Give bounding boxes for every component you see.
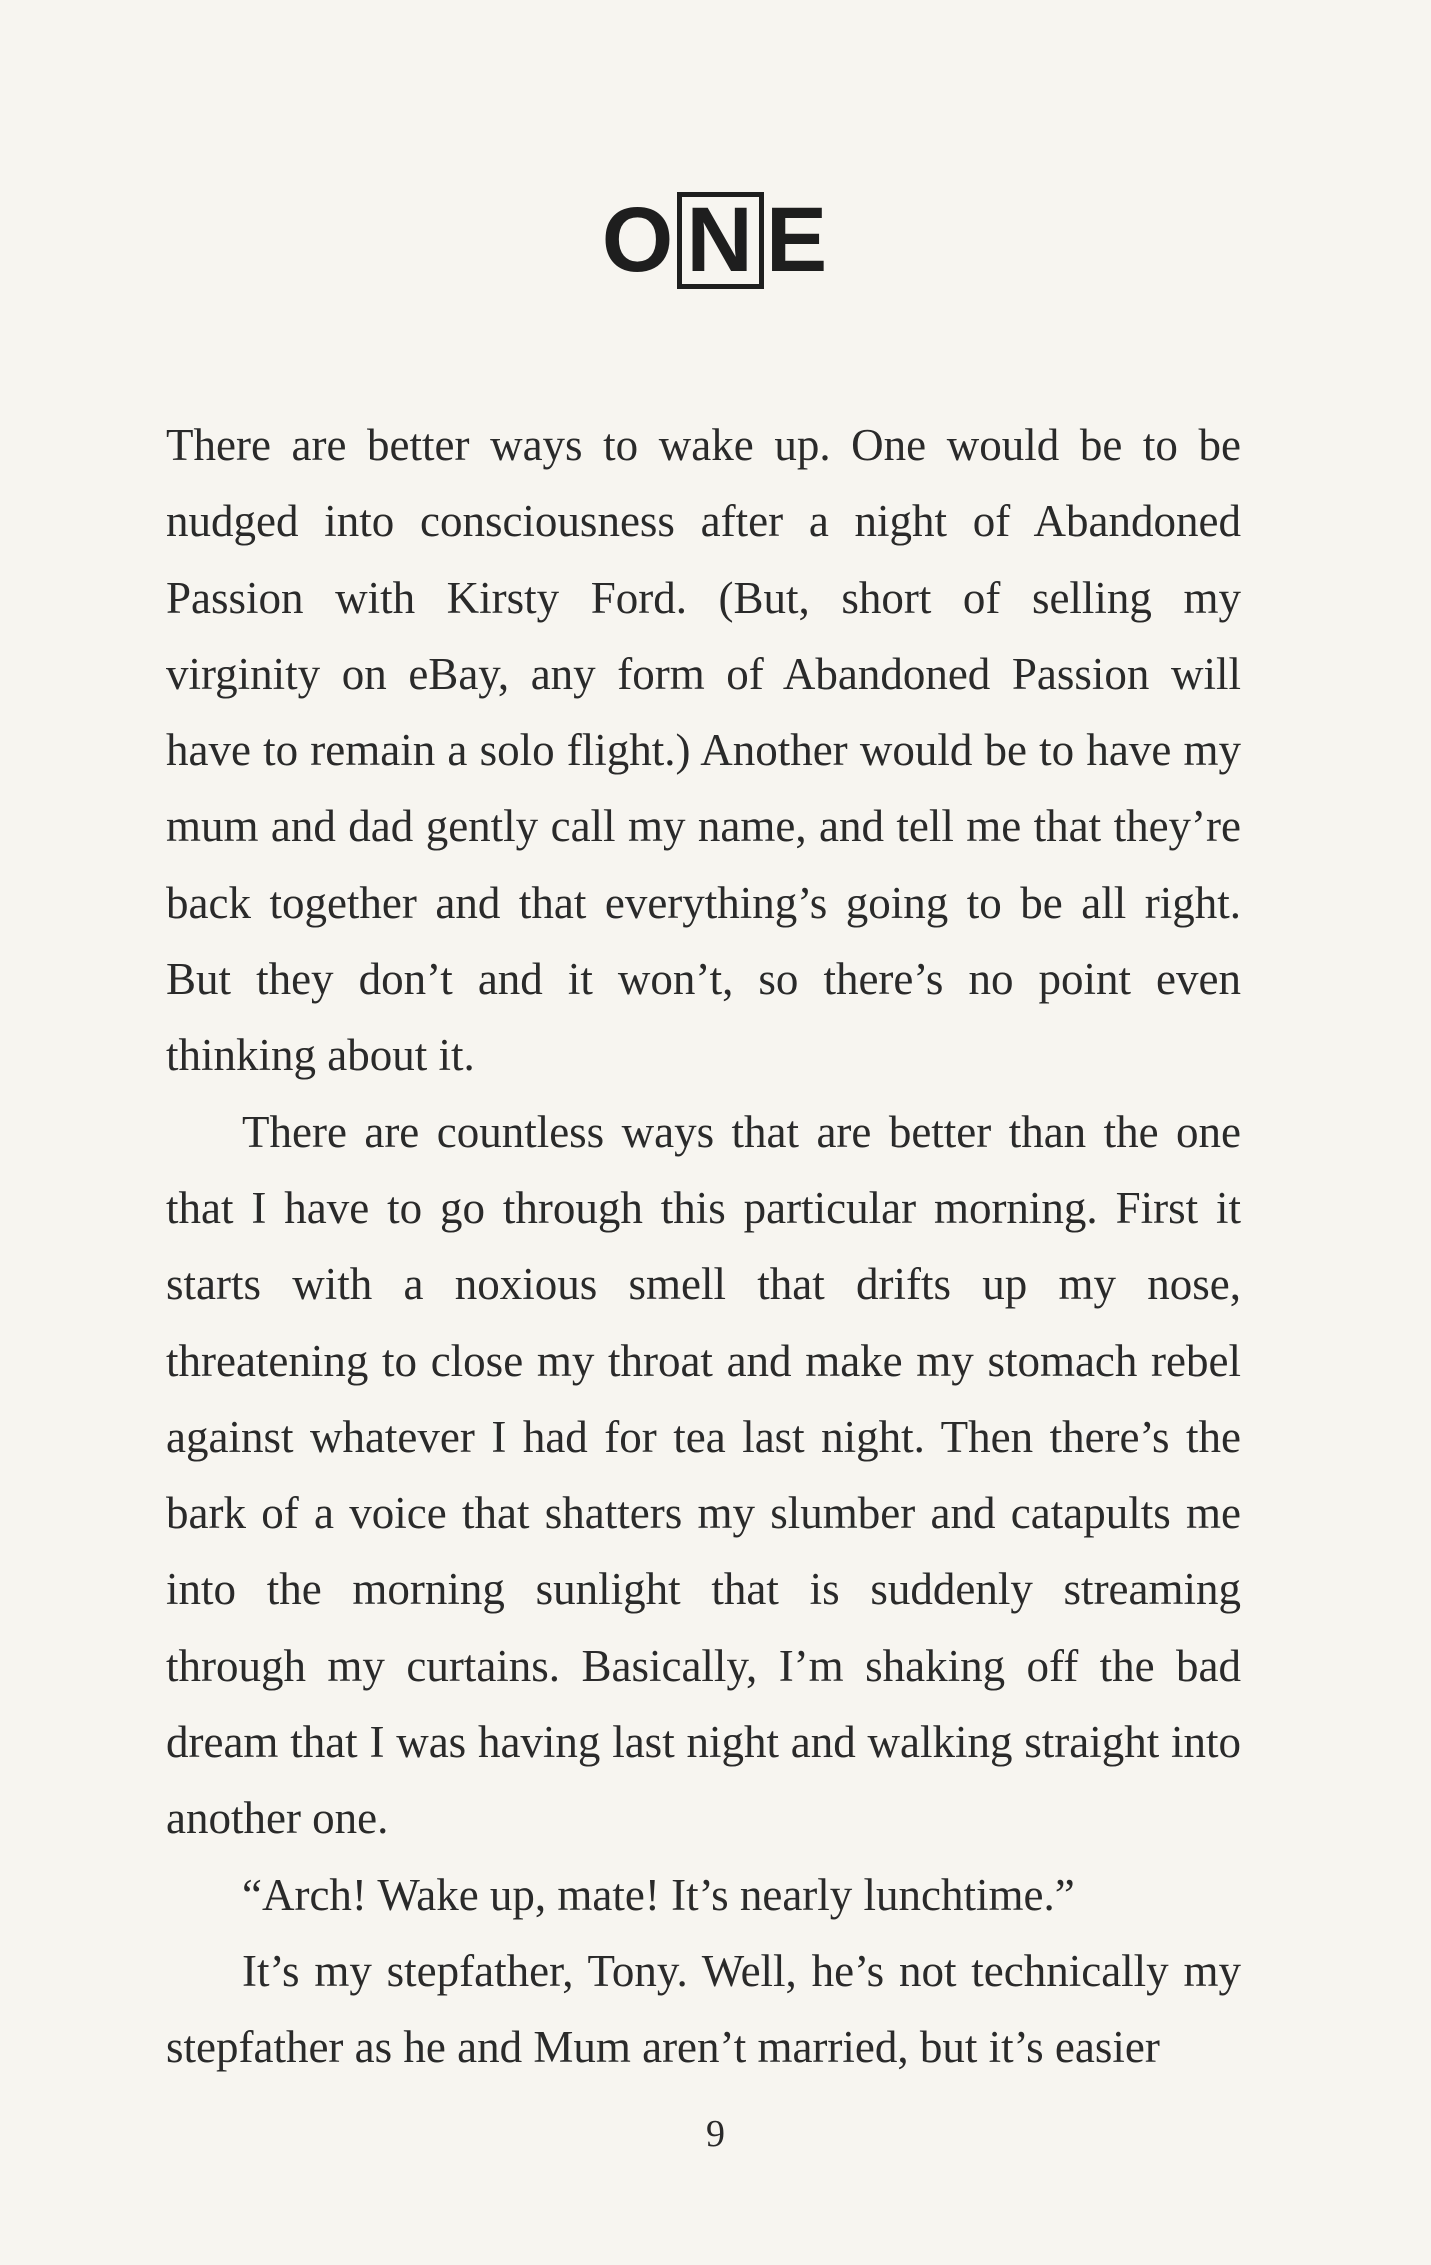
chapter-title [0,189,1431,291]
chapter-title-letter-o: O [601,189,676,291]
paragraph-1: There are better ways to wake up. One would be to be nudged into consciousness after a night of Abandoned Passion with Kirsty Ford. (But, short of selling my virginity on eBay, any form of Abandoned Passion will have to remain a solo flight.) Another would be to have my mum and dad gently call my name, and tell me that they’re back together and that everything’s going to be all right. But they don’t and it won’t, so there’s no point even thinking about it. [166,420,1241,1081]
chapter-title-letter-e: E [765,189,830,291]
paragraph-4: It’s my stepfather, Tony. Well, he’s not technically my stepfather as he and Mum aren’t married, but it’s easier [166,1945,1241,2073]
paragraph-3-dialogue: “Arch! Wake up, mate! It’s nearly lunchtime.” [242,1869,1075,1920]
chapter-title-letter-n: N [677,192,763,289]
body-text [166,407,1241,2086]
paragraph-2: There are countless ways that are better than the one that I have to go through this particular morning. First it starts with a noxious smell that drifts up my nose, threatening to close my throat and make my stomach rebel against whatever I had for tea last night. Then there’s the bark of a voice that shatters my slumber and catapults me into the morning sunlight that is suddenly streaming through my curtains. Basically, I’m shaking off the bad dream that I was having last night and walking straight into another one. [166,1106,1241,1844]
page-number: 9 [706,2113,725,2155]
